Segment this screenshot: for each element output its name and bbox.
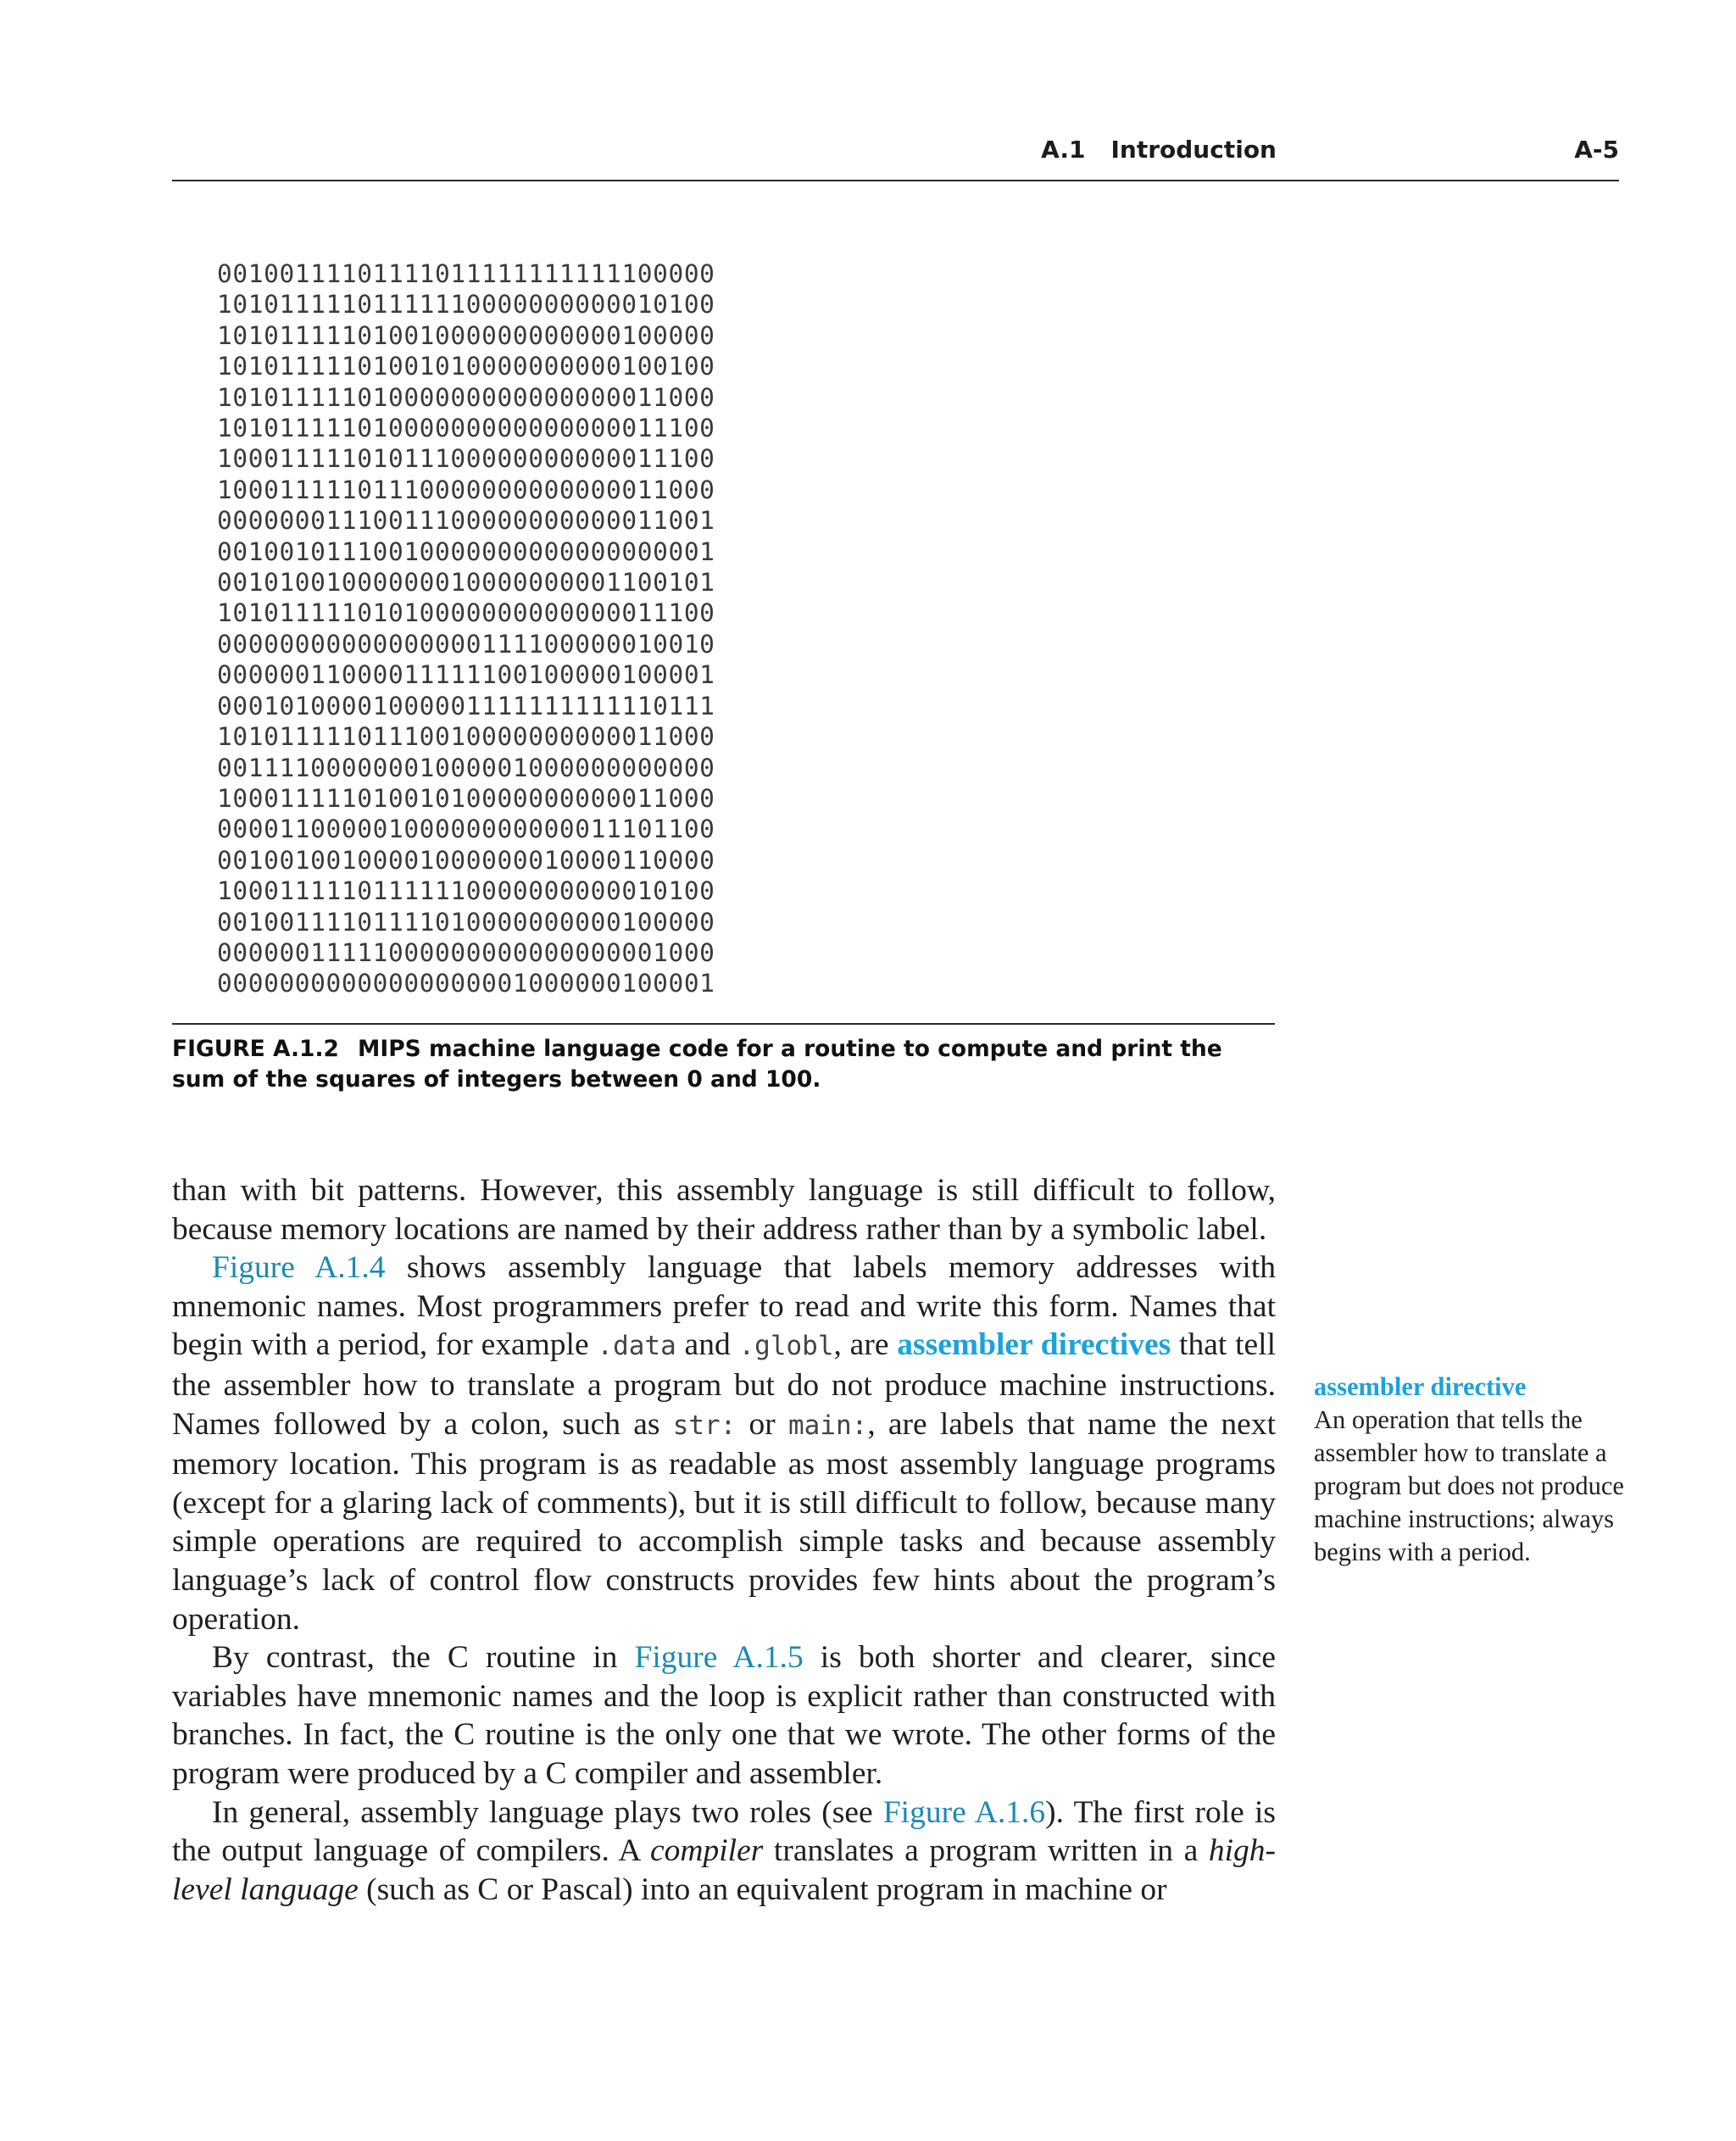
paragraph-text: or [736,1406,788,1442]
figure-caption-text: MIPS machine language code for a routine to compute and print the sum of the squares of integers between 0 and 100. [172,1036,1222,1093]
code-line: 10001111101011100000000000011100 [217,444,715,474]
paragraph-text: than with bit patterns. However, this assembly language is still difficult to follow, because memory locations are named by their address rather than by a symbolic label. [172,1173,1276,1247]
running-header [172,127,1619,181]
code-line: 00100111101111010000000000100000 [217,907,715,937]
paragraph-text: In general, assembly language plays two roles (see [212,1794,883,1830]
paragraph-text: translates a program written in a [763,1833,1209,1869]
figure-link[interactable]: Figure A.1.5 [634,1640,804,1676]
paragraph-text: By contrast, the C routine in [212,1640,635,1676]
code-line: 00111100000001000001000000000000 [217,753,715,782]
paragraph-text: is both shorter and clearer, since variables have mnemonic names and the loop is explicit rather than constructed with branches. In fact, the C routine is the only one that we wrote. The other forms of the program were produced by a C compiler and assembler. [172,1640,1277,1791]
inline-code: str: [672,1410,737,1441]
paragraph-text: and [676,1327,739,1363]
emphasis: high-level language [172,1833,1276,1907]
paragraph-text: , are [833,1327,898,1363]
paragraph [172,1171,1276,1248]
section-number: A.1 [1041,136,1086,164]
code-line: 10101111101000000000000000011100 [217,414,715,443]
code-line: 00000000000000000001000000100001 [217,969,715,998]
paragraph-text: ). The first role is the output language of compilers. A [172,1794,1276,1869]
paragraph [172,1248,1276,1638]
code-line: 10001111101001010000000000011000 [217,783,715,813]
code-line: 10101111101111110000000000010100 [217,290,715,320]
code-line: 10101111101010000000000000011100 [217,598,715,628]
code-line: 00000011111000000000000000001000 [217,937,715,967]
code-line: 10101111101110010000000000011000 [217,722,715,752]
body-text [172,1171,1276,1909]
inline-code: .data [597,1331,676,1362]
inline-code: main: [788,1410,868,1441]
margin-term: assembler directive [1314,1372,1527,1401]
paragraph-text: (such as C or Pascal) into an equivalent program in machine or [358,1871,1167,1907]
key-term: assembler directives [897,1327,1171,1363]
code-line: 00000001110011100000000000011001 [217,506,715,536]
code-line: 00001100000100000000000011101100 [217,815,715,844]
code-line: 00000000000000000111100000010010 [217,629,715,659]
paragraph-text: that tell the assembler how to translate a program but do not produce machine instructions. Names followed by a colon, such as [172,1327,1276,1442]
figure-caption [172,1034,1283,1095]
code-line: 00000011000011111100100000100001 [217,660,715,690]
figure-label: FIGURE A.1.2 [172,1036,339,1062]
emphasis: compiler [650,1833,764,1869]
paragraph-text: shows assembly language that labels memory addresses with mnemonic names. Most programmers prefer to read and write this form. Names that begin with a period, for example [172,1250,1276,1363]
code-line: 10001111101111110000000000010100 [217,876,715,906]
machine-code-listing [217,259,715,999]
paragraph [172,1638,1276,1793]
paragraph-text: , are labels that name the next memory location. This program is as readable as most assembly language programs (except for a glaring lack of comments), but it is still difficult to follow, because many simple operations are required to accomplish simple tasks and because assembly language’s lack of control flow constructs provides few hints about the program’s operation. [172,1406,1276,1637]
margin-definition-text: An operation that tells the assembler how to translate a program but does not produce machine instructions; always begins with a period. [1314,1405,1624,1566]
figure-link[interactable]: Figure A.1.6 [882,1794,1046,1830]
code-line: 10101111101001010000000000100100 [217,352,715,381]
code-line: 10101111101001000000000000100000 [217,320,715,350]
page-number: A-5 [1574,136,1619,164]
figure-rule [172,1023,1275,1025]
code-line: 00010100001000001111111111110111 [217,691,715,720]
margin-definition [1314,1371,1628,1569]
section-title: Introduction [1110,136,1277,164]
code-line: 00101001000000010000000001100101 [217,568,715,598]
inline-code: .globl [738,1331,834,1362]
code-line: 00100100100001000000010000110000 [217,845,715,875]
code-line: 00100101110010000000000000000001 [217,537,715,566]
paragraph [172,1793,1276,1910]
code-line: 00100111101111011111111111100000 [217,259,715,288]
figure-link[interactable]: Figure A.1.4 [212,1250,386,1286]
code-line: 10001111101110000000000000011000 [217,475,715,504]
section-heading [1041,136,1277,164]
code-line: 10101111101000000000000000011000 [217,382,715,412]
